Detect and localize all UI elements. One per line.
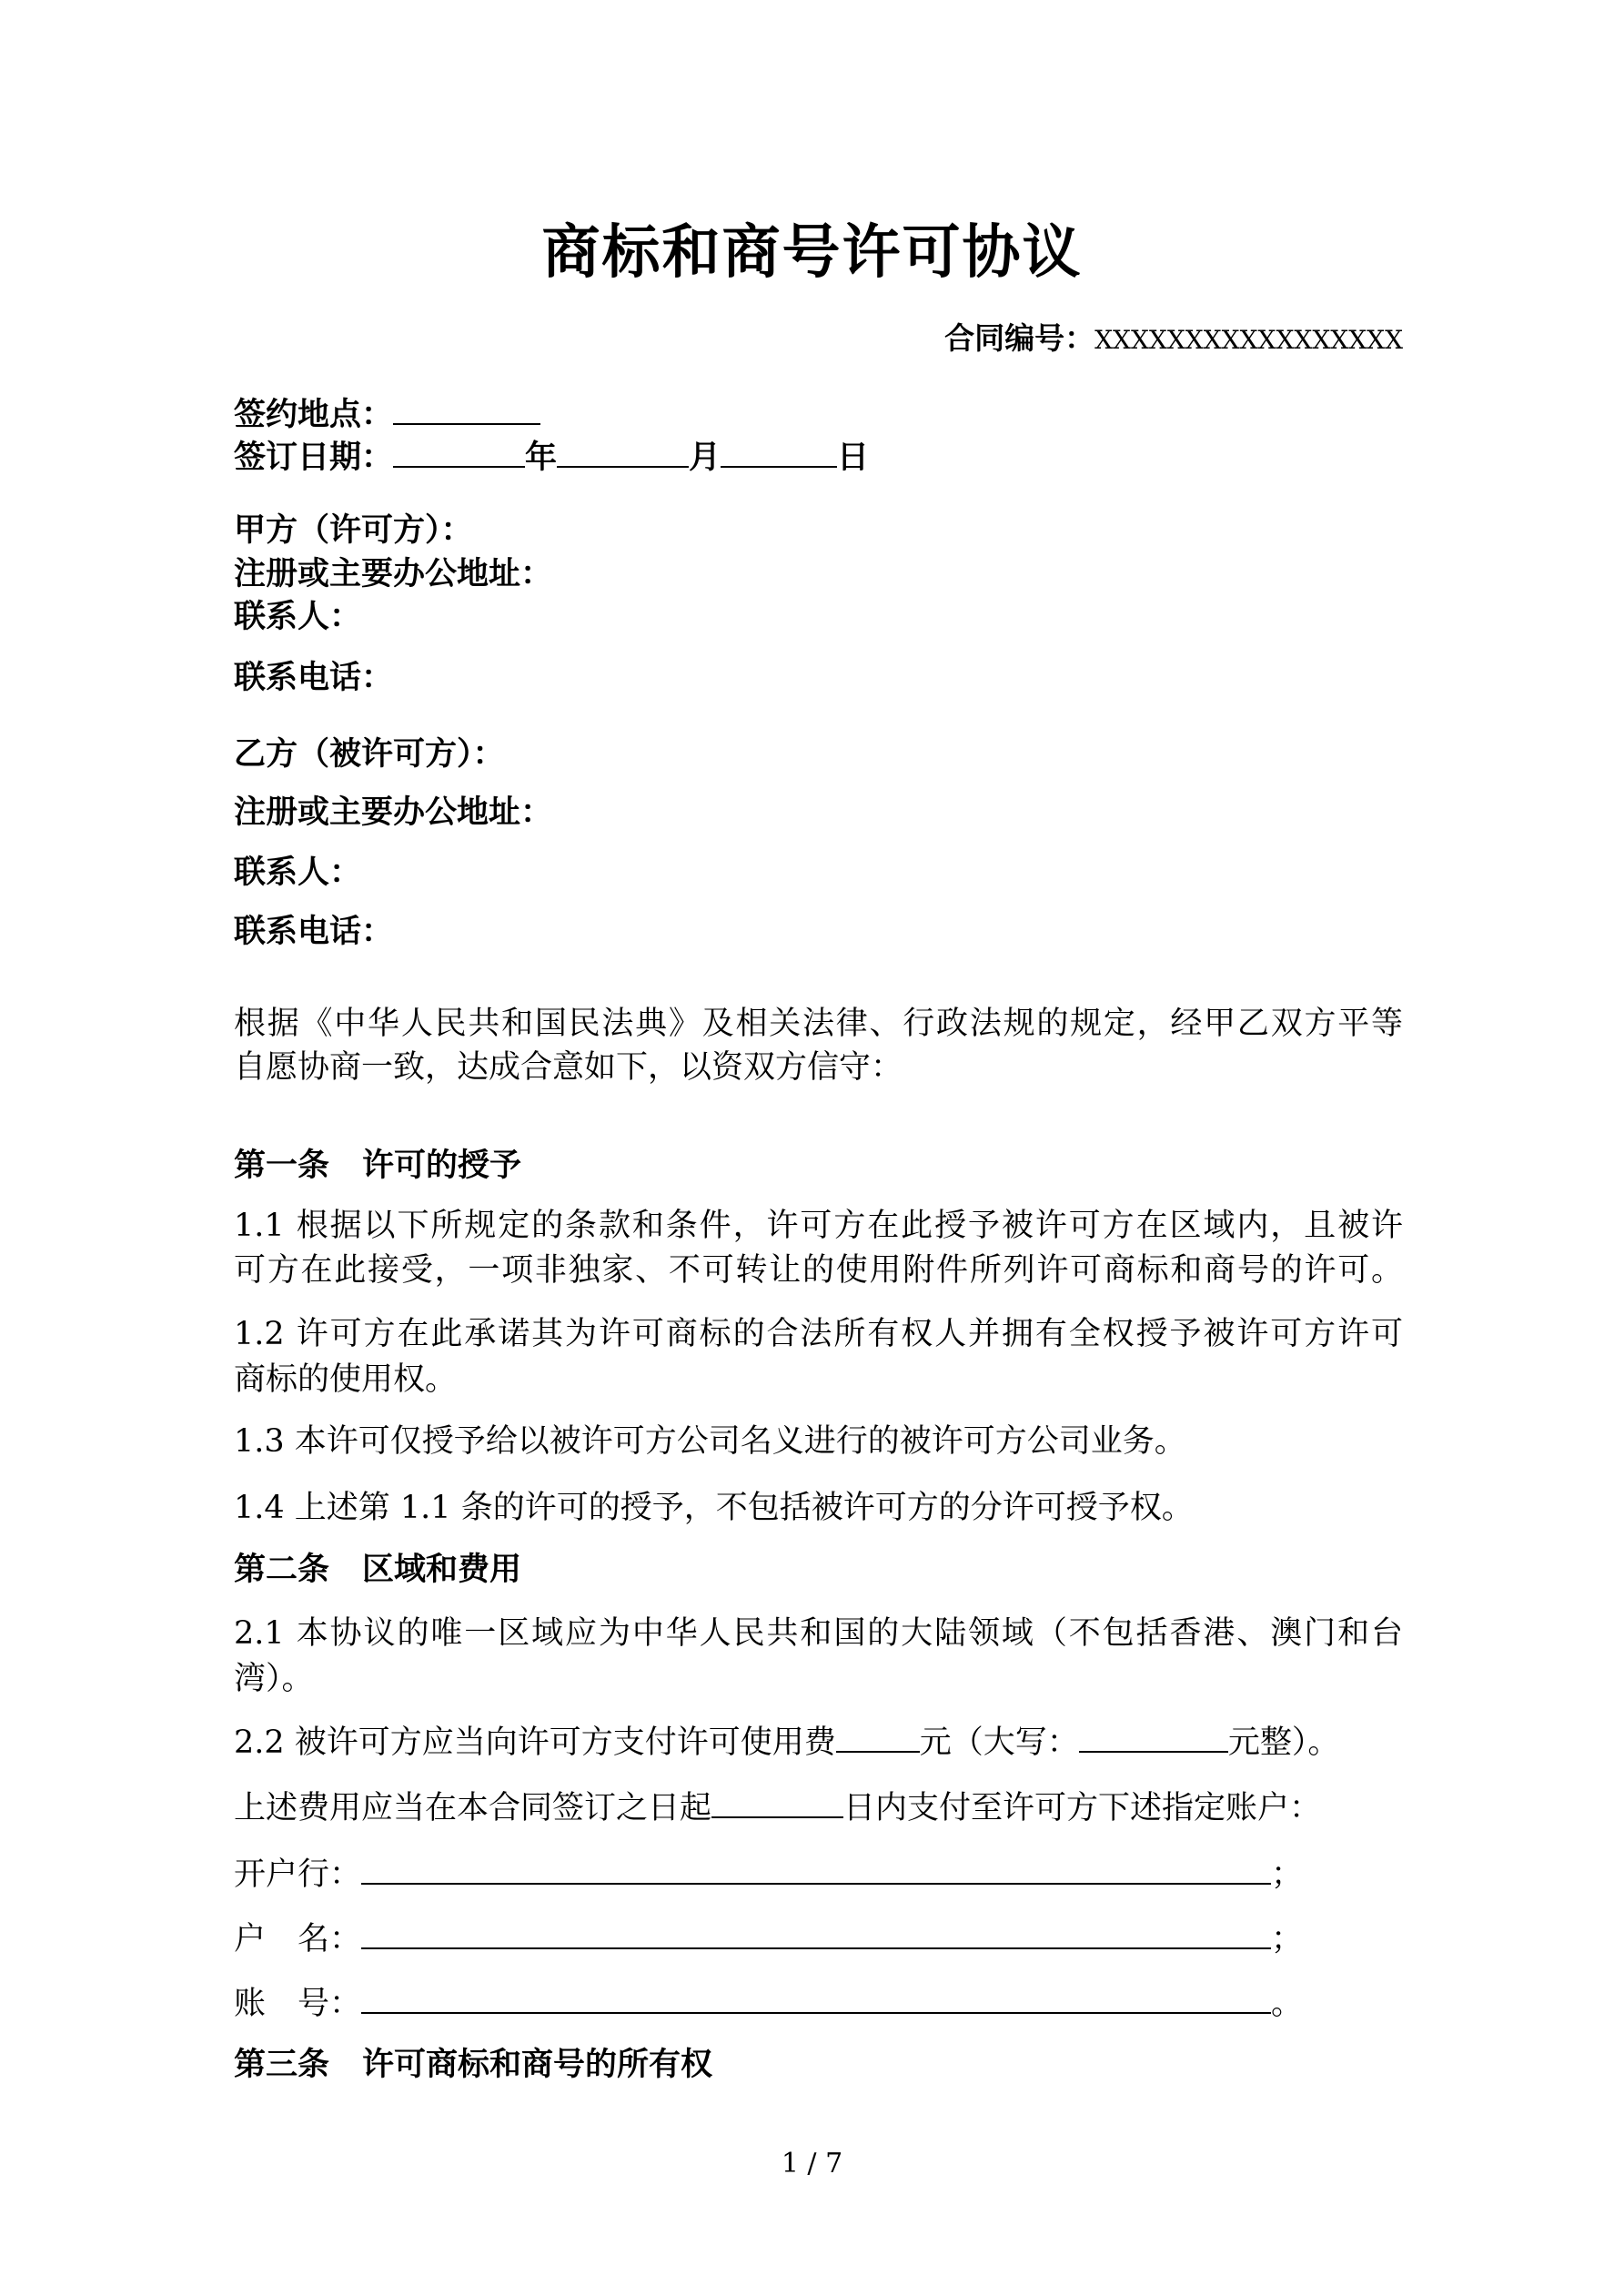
article-title: 许可商标和商号的所有权	[362, 2047, 713, 2083]
clause-text: 元（大写：	[919, 1725, 1079, 1761]
month-blank[interactable]	[557, 439, 689, 468]
bank-blank[interactable]	[361, 1856, 1271, 1885]
article-title: 许可的授予	[362, 1148, 522, 1184]
month-label: 月	[689, 440, 721, 476]
party-b-title: 乙方（被许可方）：	[234, 736, 505, 773]
bank-line	[234, 1855, 1303, 1895]
article-2-heading	[234, 1550, 521, 1590]
clause-text: 元整）。	[1227, 1725, 1340, 1761]
party-a-address: 注册或主要办公地址：	[234, 556, 553, 592]
clause-1-2: 商标的使用权。	[234, 1361, 458, 1398]
contract-number-value: XXXXXXXXXXXXXXXXX	[1094, 325, 1403, 355]
party-a-title: 甲方（许可方）：	[234, 512, 473, 549]
clause-2-2	[234, 1723, 1339, 1763]
fee-words-blank[interactable]	[1079, 1724, 1228, 1753]
contract-number-label: 合同编号：	[944, 320, 1095, 356]
clause-1-1: 可方在此接受，一项非独家、不可转让的使用附件所列许可商标和商号的许可。	[234, 1252, 1403, 1289]
party-b-contact: 联系人：	[234, 855, 362, 891]
account-no-blank[interactable]	[361, 1985, 1271, 2014]
account-no-label: 账 号：	[234, 1986, 362, 2022]
page-number: 1 / 7	[781, 2148, 843, 2180]
clause-text: 日内支付至许可方下述指定账户：	[843, 1790, 1322, 1826]
punctuation: 。	[1271, 1986, 1304, 2022]
days-blank[interactable]	[711, 1789, 843, 1818]
preamble-line: 自愿协商一致，达成合意如下，以资双方信守：	[234, 1049, 903, 1086]
account-name-label: 户 名：	[234, 1921, 362, 1957]
clause-1-4: 1.4 上述第 1.1 条的许可的授予，不包括被许可方的分许可授予权。	[234, 1490, 1194, 1526]
clause-2-1: 2.1 本协议的唯一区域应为中华人民共和国的大陆领域（不包括香港、澳门和台	[234, 1615, 1403, 1652]
clause-1-1: 1.1 根据以下所规定的条款和条件，许可方在此授予被许可方在区域内，且被许	[234, 1208, 1403, 1244]
clause-2-1: 湾）。	[234, 1661, 314, 1697]
article-number: 第三条	[234, 2047, 330, 2083]
day-label: 日	[837, 440, 870, 476]
party-a-phone: 联系电话：	[234, 660, 394, 696]
sign-date	[234, 438, 869, 478]
sign-date-label: 签订日期：	[234, 440, 394, 476]
account-name-line	[234, 1919, 1303, 1959]
article-3-heading	[234, 2045, 712, 2085]
clause-1-3: 1.3 本许可仅授予给以被许可方公司名义进行的被许可方公司业务。	[234, 1423, 1186, 1460]
contract-number	[944, 319, 1403, 360]
payment-term	[234, 1788, 1321, 1828]
article-number: 第一条	[234, 1148, 330, 1184]
year-blank[interactable]	[393, 439, 525, 468]
party-a-contact: 联系人：	[234, 599, 362, 635]
article-title: 区域和费用	[362, 1552, 522, 1588]
sign-place-label: 签约地点：	[234, 397, 394, 433]
article-1-heading	[234, 1146, 521, 1186]
preamble-line: 根据《中华人民共和国民法典》及相关法律、行政法规的规定，经甲乙双方平等	[234, 1006, 1403, 1042]
article-number: 第二条	[234, 1552, 330, 1588]
punctuation: ；	[1271, 1856, 1304, 1893]
year-label: 年	[525, 440, 558, 476]
bank-label: 开户行：	[234, 1856, 362, 1893]
account-name-blank[interactable]	[361, 1920, 1271, 1949]
day-blank[interactable]	[721, 439, 837, 468]
clause-text: 2.2 被许可方应当向许可方支付许可使用费	[234, 1725, 836, 1761]
clause-text: 上述费用应当在本合同签订之日起	[234, 1790, 712, 1826]
punctuation: ；	[1271, 1921, 1304, 1957]
document-title: 商标和商号许可协议	[541, 219, 1083, 287]
account-no-line	[234, 1984, 1303, 2024]
party-b-address: 注册或主要办公地址：	[234, 794, 553, 831]
sign-place	[234, 395, 540, 435]
clause-1-2: 1.2 许可方在此承诺其为许可商标的合法所有权人并拥有全权授予被许可方许可	[234, 1316, 1403, 1352]
party-b-phone: 联系电话：	[234, 914, 394, 950]
fee-blank[interactable]	[836, 1724, 920, 1753]
sign-place-blank[interactable]	[393, 396, 540, 425]
